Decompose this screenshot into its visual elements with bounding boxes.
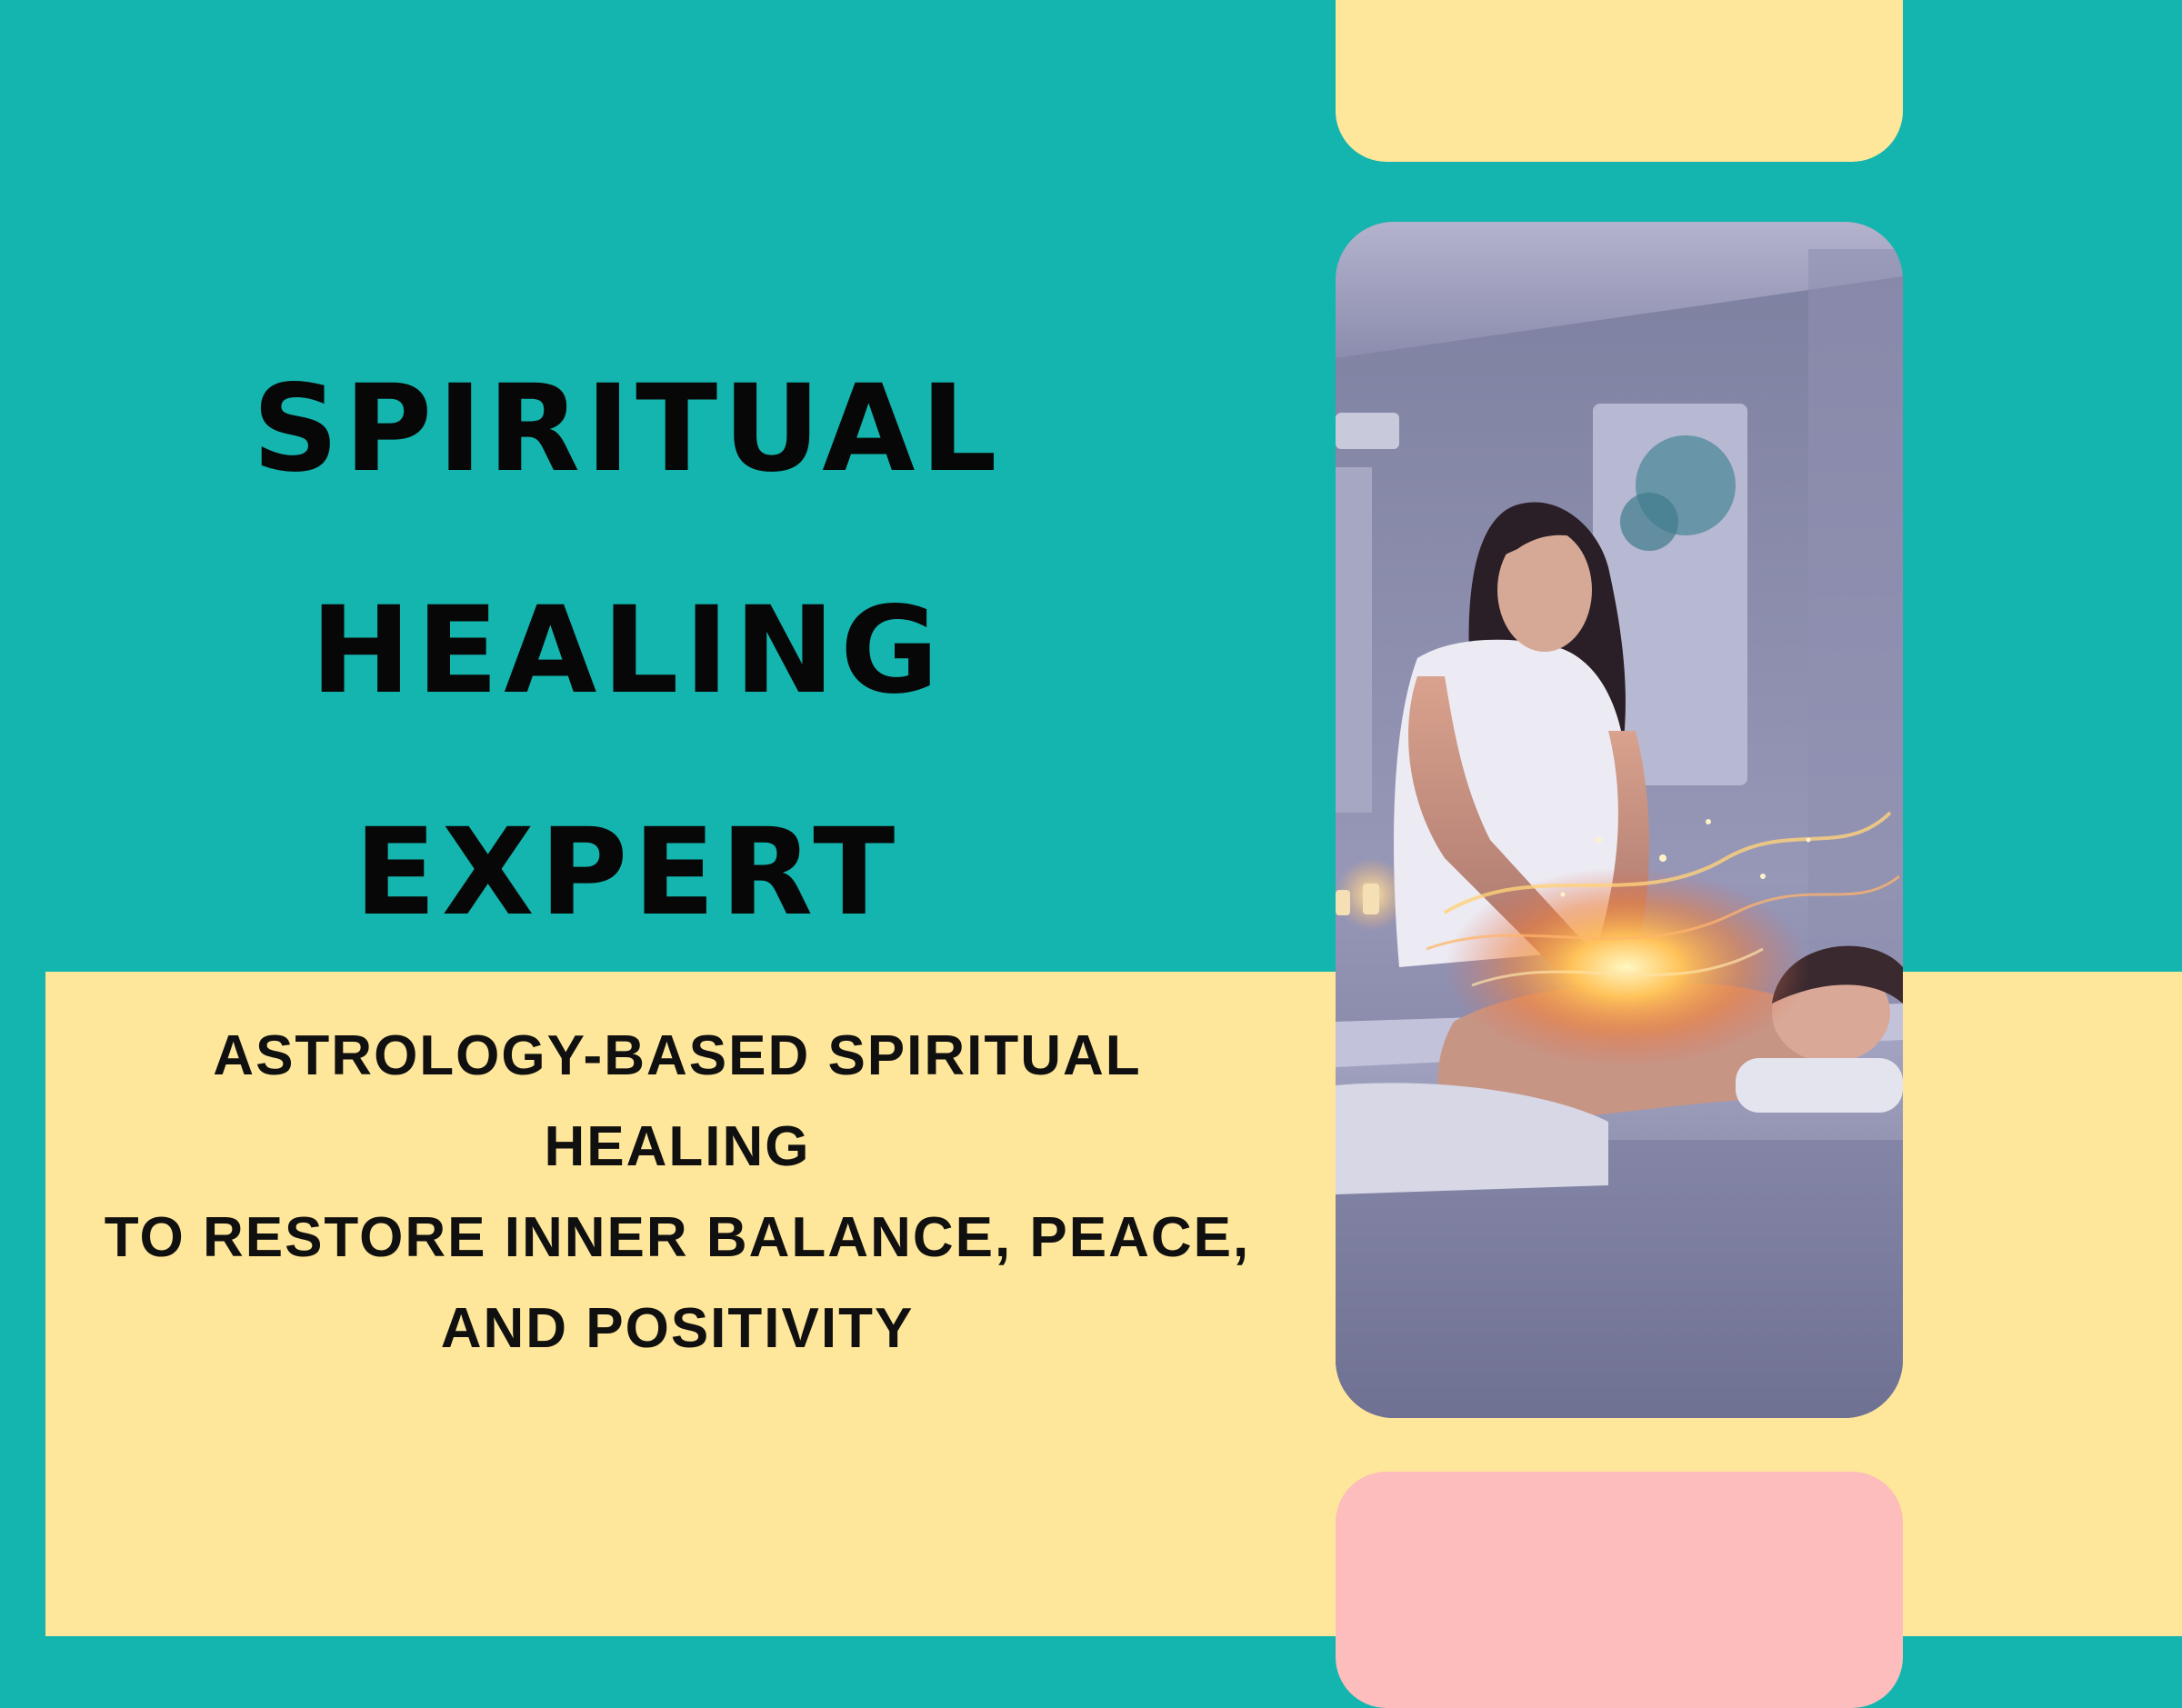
subtitle [100,1011,1255,1374]
subtitle-line-1: ASTROLOGY-BASED SPIRITUAL HEALING [213,1024,1142,1178]
headline-line-1: SPIRITUAL [252,359,1003,499]
healing-session-photo [1336,222,1903,1418]
headline-line-2: HEALING [310,581,945,721]
subtitle-line-2: TO RESTORE INNER BALANCE, PEACE, [104,1206,1251,1269]
bottom-pink-card [1336,1472,1903,1708]
headline-line-3: EXPERT [354,803,901,943]
headline [173,318,1082,984]
subtitle-line-3: AND POSITIVITY [440,1297,915,1360]
photo-illustration [1336,222,1903,1418]
top-yellow-card [1336,0,1903,162]
